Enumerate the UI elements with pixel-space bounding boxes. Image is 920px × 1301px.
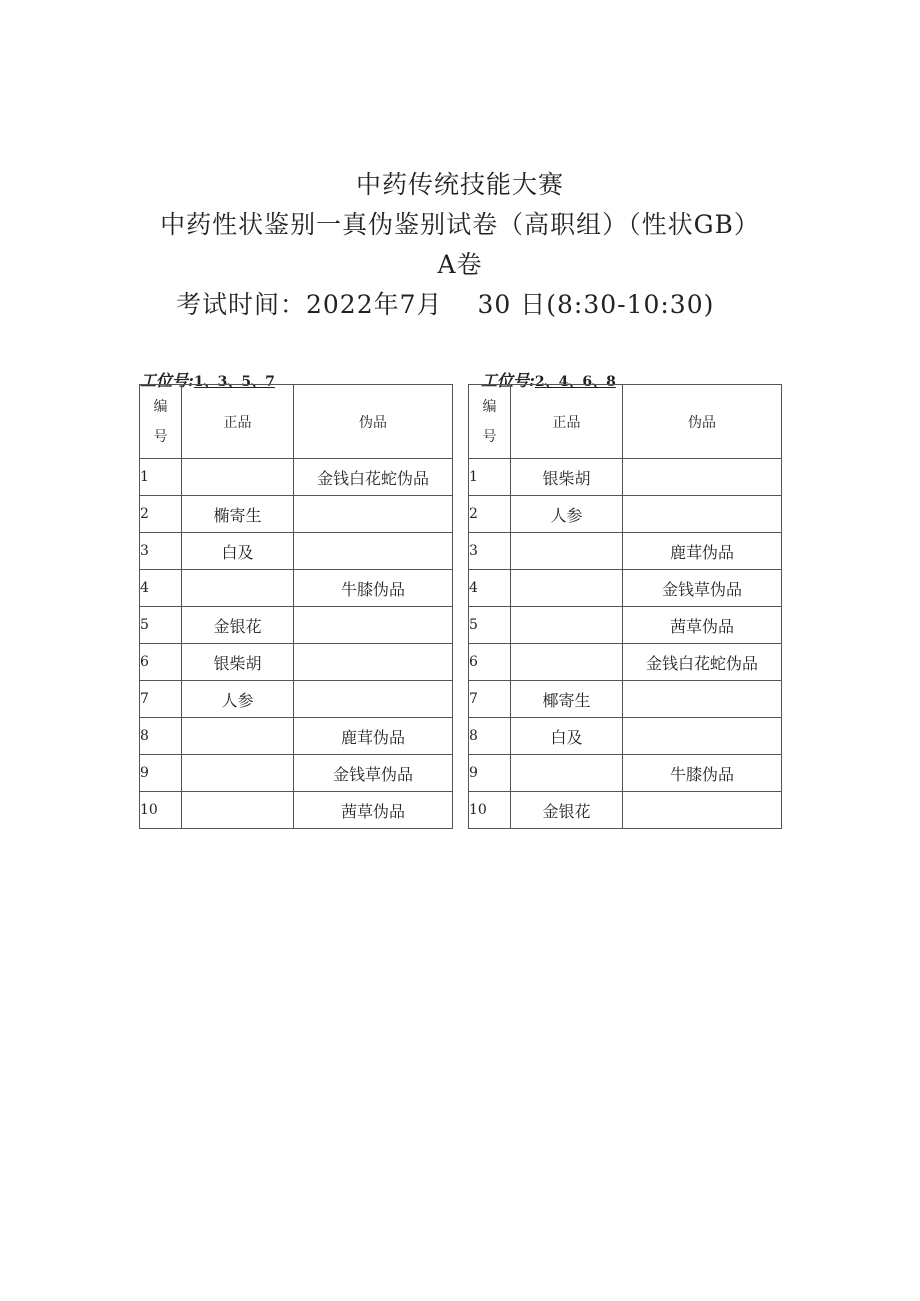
station-numbers: 1、3、5、7: [193, 374, 275, 390]
header-fake: 伪品: [623, 385, 782, 459]
station-label-text: 工位号:: [481, 371, 535, 390]
cell-genuine: [182, 755, 294, 792]
row-number: 10: [140, 792, 182, 829]
cell-genuine: 金银花: [511, 792, 623, 829]
table-row: [469, 533, 782, 570]
cell-fake: [294, 533, 453, 570]
row-number: 1: [469, 459, 511, 496]
station-numbers: 2、4、6、8: [534, 374, 616, 390]
header-genuine: 正品: [182, 385, 294, 459]
cell-fake: 鹿茸伪品: [623, 533, 782, 570]
cell-genuine: [511, 570, 623, 607]
row-number: 6: [140, 644, 182, 681]
row-number: 3: [469, 533, 511, 570]
doc-title-line3: A卷: [437, 250, 483, 279]
row-number: 1: [140, 459, 182, 496]
cell-fake: 牛膝伪品: [623, 755, 782, 792]
cell-genuine: 椰寄生: [511, 681, 623, 718]
table-row: [140, 644, 453, 681]
cell-genuine: [182, 718, 294, 755]
row-number: 7: [140, 681, 182, 718]
cell-fake: [623, 718, 782, 755]
cell-fake: 牛膝伪品: [294, 570, 453, 607]
header-number-line1: 编: [153, 398, 168, 415]
table-row: [140, 681, 453, 718]
cell-genuine: 白及: [511, 718, 623, 755]
cell-genuine: [182, 570, 294, 607]
cell-genuine: [511, 755, 623, 792]
cell-fake: 金钱草伪品: [623, 570, 782, 607]
table-row: [469, 792, 782, 829]
cell-fake: 金钱白花蛇伪品: [623, 644, 782, 681]
table-row: [469, 644, 782, 681]
cell-genuine: 人参: [182, 681, 294, 718]
cell-fake: [623, 792, 782, 829]
table-row: [140, 533, 453, 570]
table-row: [140, 459, 453, 496]
row-number: 3: [140, 533, 182, 570]
table-row: [469, 755, 782, 792]
header-number-line2: 号: [153, 428, 168, 445]
cell-genuine: [182, 459, 294, 496]
row-number: 10: [469, 792, 511, 829]
table-row: [140, 755, 453, 792]
cell-genuine: 人参: [511, 496, 623, 533]
header-number-line2: 号: [482, 428, 497, 445]
cell-fake: 茜草伪品: [294, 792, 453, 829]
cell-fake: [294, 644, 453, 681]
header-genuine: 正品: [511, 385, 623, 459]
cell-fake: [294, 607, 453, 644]
cell-fake: [623, 496, 782, 533]
doc-title-line2: 中药性状鉴别一真伪鉴别试卷（高职组）（性状GB）: [160, 210, 760, 239]
table-row: [469, 607, 782, 644]
header-fake: 伪品: [294, 385, 453, 459]
table-header-row: [469, 385, 782, 459]
row-number: 8: [140, 718, 182, 755]
table-row: [140, 496, 453, 533]
header-number: [469, 385, 511, 459]
row-number: 4: [140, 570, 182, 607]
cell-genuine: 金银花: [182, 607, 294, 644]
answer-table-left: [139, 384, 453, 829]
row-number: 7: [469, 681, 511, 718]
row-number: 9: [469, 755, 511, 792]
table-header-row: [140, 385, 453, 459]
cell-genuine: [182, 792, 294, 829]
row-number: 5: [469, 607, 511, 644]
cell-genuine: 白及: [182, 533, 294, 570]
table-row: [140, 570, 453, 607]
row-number: 9: [140, 755, 182, 792]
cell-genuine: 银柴胡: [182, 644, 294, 681]
table-row: [469, 681, 782, 718]
cell-fake: [294, 496, 453, 533]
row-number: 8: [469, 718, 511, 755]
cell-fake: [294, 681, 453, 718]
doc-title-line1: 中药传统技能大赛: [355, 170, 564, 199]
cell-genuine: [511, 533, 623, 570]
station-label-text: 工位号:: [140, 371, 194, 390]
exam-time: 考试时间：2022年7月 30 日(8:30-10:30): [176, 290, 715, 319]
answer-table-right: [468, 384, 782, 829]
header-number: [140, 385, 182, 459]
table-row: [140, 607, 453, 644]
table-row: [469, 718, 782, 755]
table-row: [469, 496, 782, 533]
cell-fake: 金钱草伪品: [294, 755, 453, 792]
cell-genuine: 椭寄生: [182, 496, 294, 533]
row-number: 2: [469, 496, 511, 533]
cell-fake: 金钱白花蛇伪品: [294, 459, 453, 496]
cell-fake: 茜草伪品: [623, 607, 782, 644]
table-row: [140, 792, 453, 829]
cell-fake: [623, 681, 782, 718]
table-row: [140, 718, 453, 755]
cell-genuine: [511, 644, 623, 681]
row-number: 2: [140, 496, 182, 533]
cell-genuine: 银柴胡: [511, 459, 623, 496]
table-row: [469, 570, 782, 607]
row-number: 4: [469, 570, 511, 607]
cell-fake: [623, 459, 782, 496]
header-number-line1: 编: [482, 398, 497, 415]
row-number: 6: [469, 644, 511, 681]
cell-genuine: [511, 607, 623, 644]
cell-fake: 鹿茸伪品: [294, 718, 453, 755]
table-row: [469, 459, 782, 496]
row-number: 5: [140, 607, 182, 644]
